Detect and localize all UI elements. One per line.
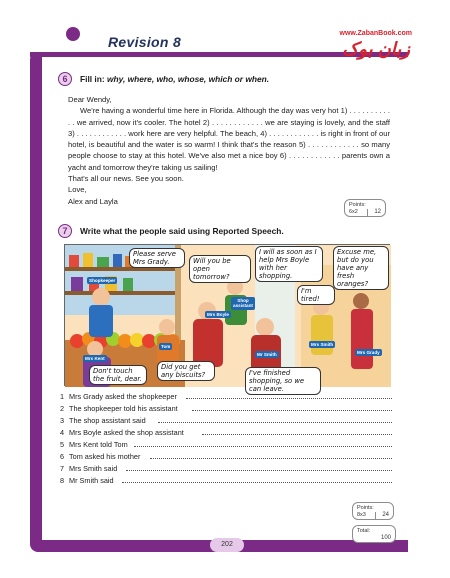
speech-bubble-4: Excuse me, but do you have any fresh oranges? — [333, 246, 389, 290]
label-mrs-boyle: Mrs Boyle — [207, 312, 229, 317]
exercise-6-instruction — [80, 74, 269, 84]
letter-text — [68, 94, 390, 207]
speech-bubble-5: I'm tired! — [297, 285, 335, 305]
list-item — [60, 464, 392, 475]
points-label: Points: — [357, 505, 374, 511]
item-prompt: Mrs Grady asked the shopkeeper — [69, 392, 177, 401]
instruction-words: why, where, who, whose, which or when. — [106, 74, 270, 84]
speech-bubble-1: Please serve Mrs Grady. — [129, 248, 185, 268]
label-mrs-kent: Mrs Kent — [85, 356, 105, 361]
list-item — [60, 416, 392, 427]
list-item — [60, 452, 392, 463]
item-prompt: The shopkeeper told his assistant — [69, 404, 178, 413]
item-number: 3 — [60, 416, 65, 425]
item-number: 7 — [60, 464, 65, 473]
total-label: Total: — [357, 528, 371, 534]
letter-closing-line: That's all our news. See you soon. — [68, 174, 184, 184]
zabanbook-logo — [270, 30, 412, 72]
points-box-exercise-6 — [344, 199, 386, 217]
letter-closing: Love, — [68, 185, 87, 195]
label-mrs-grady: Mrs Grady — [357, 350, 380, 355]
answer-line[interactable] — [192, 410, 392, 411]
label-tom: Tom — [161, 344, 171, 349]
page-title: Revision 8 — [108, 34, 182, 50]
shopkeeper-figure — [89, 288, 113, 337]
answer-line[interactable] — [134, 446, 392, 447]
item-number: 5 — [60, 440, 65, 449]
answer-line[interactable] — [158, 422, 392, 423]
item-prompt: Mrs Kent told Tom — [69, 440, 128, 449]
exercise-7-number: 7 — [58, 224, 72, 238]
item-prompt: Tom asked his mother — [69, 452, 141, 461]
speech-bubble-7: Did you get any biscuits? — [157, 361, 215, 381]
logo-text: زبان بوک — [342, 39, 410, 59]
speech-bubble-3: I will as soon as I help Mrs Boyle with her shopping. — [255, 246, 323, 282]
answer-line[interactable] — [150, 458, 392, 459]
label-mrs-smith: Mrs Smith — [311, 342, 334, 347]
item-number: 2 — [60, 404, 65, 413]
answer-line[interactable] — [122, 482, 392, 483]
total-points-box — [352, 525, 396, 543]
answer-line[interactable] — [202, 434, 392, 435]
points-calc: 6x2 — [349, 209, 358, 215]
exercise-7-instruction: Write what the people said using Reported Speech. — [80, 226, 284, 236]
list-item — [60, 440, 392, 451]
speech-bubble-6: Don't touch the fruit, dear. — [89, 365, 147, 385]
total-value: 100 — [380, 535, 391, 541]
logo-url: www.ZabanBook.com — [339, 30, 412, 37]
item-number: 8 — [60, 476, 65, 485]
exercise-6-number: 6 — [58, 72, 72, 86]
label-shop-assistant: Shop assistant — [231, 297, 255, 310]
points-separator — [375, 512, 376, 519]
points-calc: 8x3 — [357, 512, 366, 518]
item-prompt: Mr Smith said — [69, 476, 114, 485]
item-number: 1 — [60, 392, 65, 401]
points-total: 24 — [382, 512, 389, 518]
speech-bubble-2: Will you be open tomorrow? — [189, 255, 251, 283]
letter-body-paragraph: We're having a wonderful time here in Florida. Although the day was very hot 1) . . . . . . . . . . . . we arrived, now it's cooler. The hotel 2) . . . . . . . . . . . . we are staying is lovely, and the staff 3) . . . . . . . . . . . . work here are very helpful. The beach, 4) . . . . . . . . . . . . is right in front of our hotel, is beautiful and the water is so warm! I think that's the reason 5) . . . . . . . . . . . . so many people choose to stay at this hotel. We've also met a nice boy 6) . . . . . . . . . . . . parents own a yacht and tomorrow they're taking us sailing! — [68, 106, 390, 172]
item-number: 4 — [60, 428, 65, 437]
item-prompt: Mrs Smith said — [69, 464, 118, 473]
points-label: Points: — [349, 202, 366, 208]
list-item — [60, 428, 392, 439]
answer-line[interactable] — [186, 398, 392, 399]
frame-left-bar — [30, 52, 42, 552]
speech-bubble-8: I've finished shopping, so we can leave. — [245, 367, 321, 395]
binder-hole-icon — [66, 27, 80, 41]
item-number: 6 — [60, 452, 65, 461]
letter-signature: Alex and Layla — [68, 196, 118, 206]
label-mr-smith: Mr Smith — [257, 352, 277, 357]
list-item — [60, 404, 392, 415]
points-box-exercise-7 — [352, 502, 394, 520]
item-prompt: Mrs Boyle asked the shop assistant — [69, 428, 184, 437]
item-prompt: The shop assistant said — [69, 416, 146, 425]
points-separator — [367, 209, 368, 216]
list-item — [60, 476, 392, 487]
points-total: 12 — [374, 209, 381, 215]
label-shopkeeper: Shopkeeper — [89, 278, 116, 283]
shop-illustration — [64, 244, 390, 393]
answer-line[interactable] — [126, 470, 392, 471]
instruction-prefix: Fill in: — [80, 74, 105, 84]
letter-greeting: Dear Wendy, — [68, 95, 112, 104]
list-item — [60, 392, 392, 403]
page-number: 202 — [210, 538, 244, 552]
